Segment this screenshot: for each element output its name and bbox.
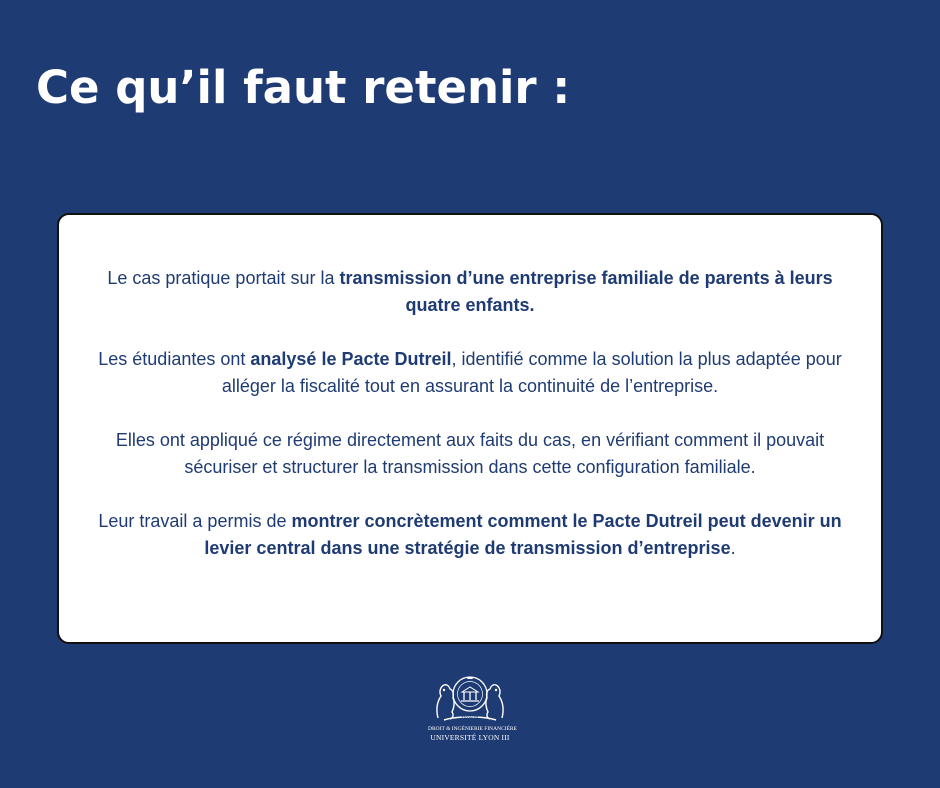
- paragraph-case-text: Le cas pratique portait sur la: [107, 268, 340, 288]
- logo-university-name: UNIVERSITÉ LYON III: [430, 733, 510, 742]
- paragraph-result: [87, 508, 853, 562]
- paragraph-result-text-end: .: [730, 538, 736, 558]
- paragraph-analysis-text-start: Les étudiantes ont: [98, 349, 251, 369]
- paragraph-application-text: Elles ont appliqué ce régime directement aux faits du cas, en vérifiant comment il pouvait sécuriser et structurer la transmission dans cette configuration familiale.: [115, 430, 825, 477]
- logo-subtitle: DROIT & INGÉNIERIE FINANCIÈRE: [428, 726, 517, 732]
- paragraph-result-text-start: Leur travail a permis de: [98, 511, 292, 531]
- paragraph-case-highlight: transmission d’une entreprise familiale de parents à leurs quatre enfants.: [339, 268, 833, 315]
- lyon-crest-icon: [428, 672, 512, 724]
- paragraph-case: [87, 265, 853, 319]
- logo-ribbon-text: LYON III: [461, 715, 479, 721]
- paragraph-analysis-highlight: analysé le Pacte Dutreil: [250, 349, 452, 369]
- paragraph-application: [87, 427, 853, 481]
- paragraph-result-highlight: montrer concrètement comment le Pacte Dutreil peut devenir un levier central dans une stratégie de transmission d’entreprise: [204, 511, 842, 558]
- summary-text: [87, 265, 853, 562]
- page-title: Ce qu’il faut retenir :: [36, 61, 571, 114]
- paragraph-analysis: [87, 346, 853, 400]
- university-logo: [428, 672, 517, 750]
- paragraph-analysis-text-end: , identifié comme la solution la plus adaptée pour alléger la fiscalité tout en assurant la continuité de l’entreprise.: [221, 349, 842, 396]
- summary-card: [57, 213, 883, 644]
